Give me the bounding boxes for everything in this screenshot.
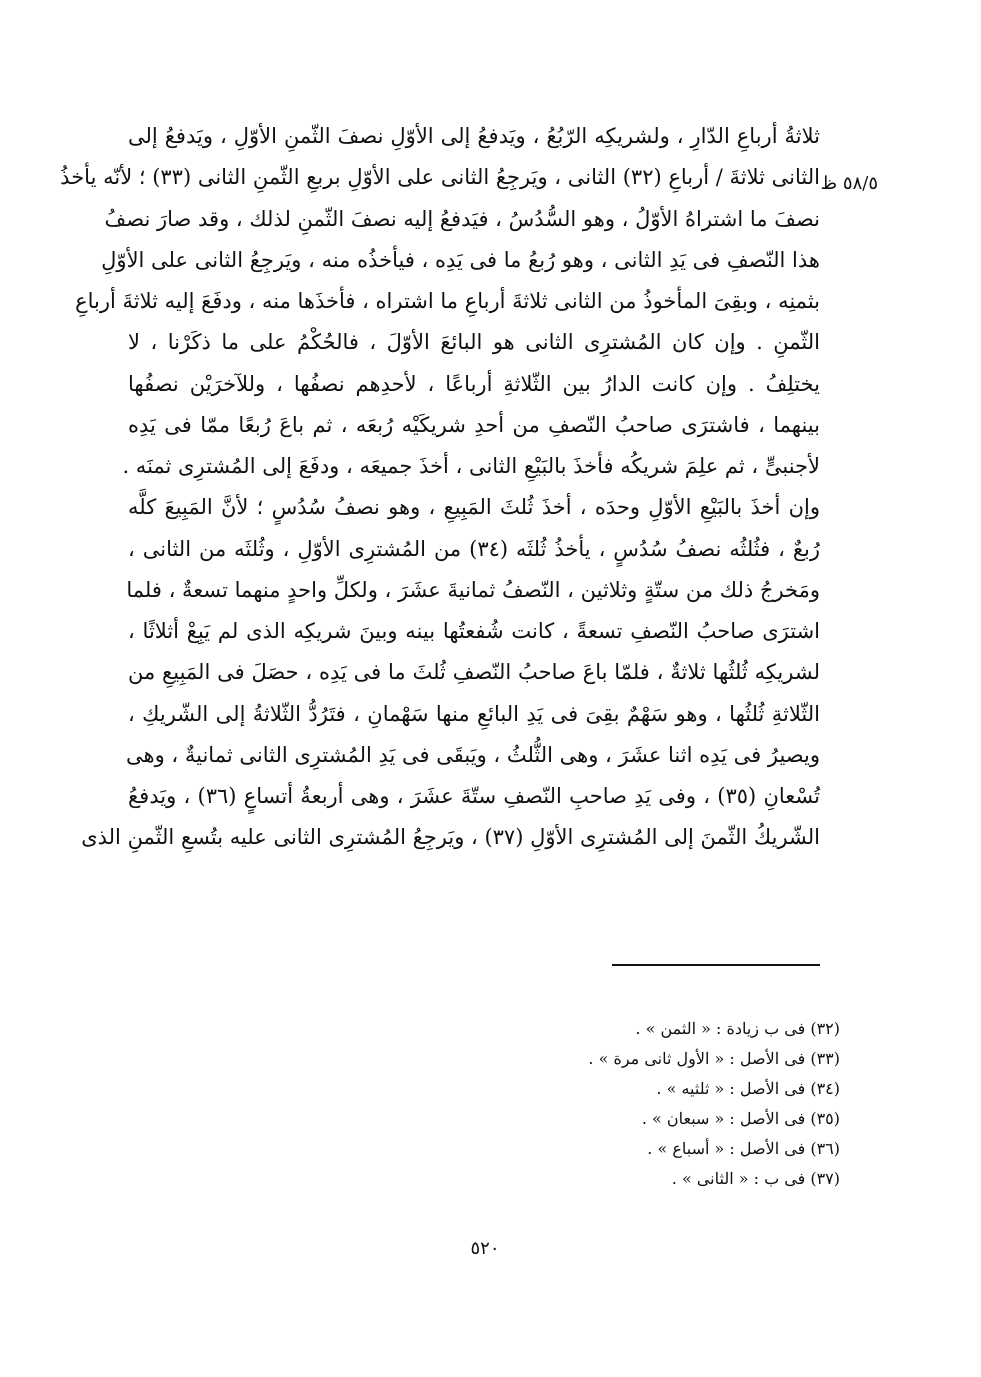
body-line: يختلِفُ . وإن كانت الدارُ بين الثّلاثةِ أرباعًا ، لأحدِهم نصفُها ، وللآخرَيْن نصفُها bbox=[128, 371, 820, 396]
footnote-item: (٣٦) فى الأصل : « أسباع » . bbox=[647, 1139, 840, 1158]
footnote-divider bbox=[612, 964, 820, 966]
body-line: رُبعٌ ، فثُلثُه نصفُ سُدُسٍ ، يأخذُ ثُلثَه (٣٤) من المُشترِى الأوّلِ ، وثُلثَه من الثانى ، bbox=[128, 536, 820, 561]
body-line: ثلاثةُ أرباعِ الدّارِ ، ولشريكِه الرّبُعُ ، ويَدفعُ إلى الأوّلِ نصفَ الثّمنِ الأوّلِ ، ويَدفعُ إلى bbox=[128, 124, 820, 148]
footnotes-list bbox=[420, 1014, 840, 1194]
footnote-item: (٣٧) فى ب : « الثانى » . bbox=[671, 1169, 840, 1188]
body-line: بينهما ، فاشترَى صاحبُ النّصفِ من أحدِ شريكَيْه رُبعَه ، ثم باعَ رُبعًا ممّا فى يَدِه bbox=[128, 412, 820, 437]
body-line: هذا النّصفِ فى يَدِ الثانى ، وهو رُبعُ ما فى يَدِه ، فيأخذُه منه ، ويَرجِعُ الثانى على الأوّلِ bbox=[101, 247, 820, 272]
body-line: الشّريكُ الثّمنَ إلى المُشترِى الأوّلِ (٣٧) ، ويَرجِعُ المُشترِى الثانى عليه بتُسعِ الثّمنِ الذى bbox=[81, 825, 820, 850]
body-line: بثمنِه ، وبقِىَ المأخوذُ من الثانى ثلاثةَ أرباعِ ما اشتراه ، فأخذَها منه ، ودفَعَ إليه ثلاثةَ أرباعِ bbox=[75, 289, 820, 313]
body-line: تُسْعانِ (٣٥) ، وفى يَدِ صاحبِ النّصفِ ستّةَ عشَرَ ، وهى أربعةُ أتساعٍ (٣٦) ، ويَدفعُ bbox=[128, 784, 820, 808]
body-line: نصفَ ما اشتراهُ الأوّلُ ، وهو السُّدُسُ ، فيَدفعُ إليه نصفَ الثّمنِ لذلك ، وقد صارَ نصفُ bbox=[104, 206, 820, 231]
body-line: ومَخرجُ ذلك من ستّةٍ وثلاثين ، النّصفُ ثمانيةَ عشَرَ ، ولكلِّ واحدٍ منهما تسعةٌ ، فلما bbox=[126, 577, 820, 602]
margin-folio-note: ٥٨/٥ ظ bbox=[820, 173, 878, 194]
footnote-item: (٣٥) فى الأصل : « سبعان » . bbox=[641, 1109, 840, 1128]
body-line: ويصيرُ فى يَدِه اثنا عشَرَ ، وهى الثُّلثُ ، ويَبقَى فى يَدِ المُشترِى الثانى ثمانيةٌ ، وهى bbox=[126, 742, 820, 767]
footnote-item: (٣٣) فى الأصل : « الأول ثانى مرة » . bbox=[588, 1049, 840, 1068]
body-line: لشريكِه ثُلثُها ثلاثةٌ ، فلمّا باعَ صاحبُ النّصفِ ثُلثَ ما فى يَدِه ، حصَلَ فى المَبِيعِ من bbox=[128, 660, 820, 685]
body-line: الثّلاثةِ ثُلثُها ، وهو سَهْمٌ بقِىَ فى يَدِ البائعِ منها سَهْمانِ ، فتَرُدُّ الثّلاثةُ إلى الشّريكِ ، bbox=[128, 701, 820, 726]
footnote-item: (٣٢) فى ب زيادة : « الثمن » . bbox=[635, 1019, 840, 1038]
body-line: وإن أخذَ بالبَيْعِ الأوّلِ وحدَه ، أخذَ ثُلثَ المَبِيعِ ، وهو نصفُ سُدُسٍ ؛ لأنَّ المَبِيعَ كلَّه bbox=[128, 495, 820, 520]
body-line: لأجنبىٍّ ، ثم علِمَ شريكُه فأخذَ بالبَيْعِ الثانى ، أخذَ جميعَه ، ودفَعَ إلى المُشترِى ثمنَه . bbox=[122, 454, 820, 478]
body-line: الثانى ثلاثةَ / أرباعِ (٣٢) الثانى ، ويَرجِعُ الثانى على الأوّلِ بربعِ الثّمنِ الثانى (٣٣) ؛ لأنّه يأخذُ bbox=[60, 165, 820, 190]
footnote-item: (٣٤) فى الأصل : « ثلثيه » . bbox=[656, 1079, 840, 1098]
main-text-block bbox=[60, 116, 820, 859]
body-line: اشترَى صاحبُ النّصفِ تسعةً ، كانت شُفعتُها بينه وبينَ شريكِه الذى لم يَبِعْ أثلاثًا ، bbox=[128, 619, 820, 643]
page-number: ٥٢٠ bbox=[470, 1238, 500, 1259]
body-line: الثّمنِ . وإن كان المُشترِى الثانى هو البائعَ الأوّلَ ، فالحُكْمُ على ما ذكَرْنا ، لا bbox=[128, 330, 820, 355]
